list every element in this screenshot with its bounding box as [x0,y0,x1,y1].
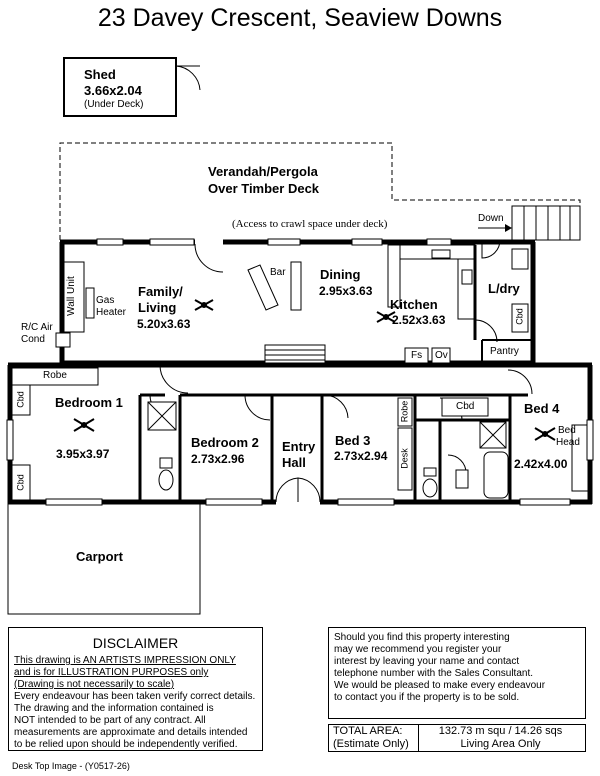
total-area-value-2: Living Area Only [460,738,541,750]
bed3-robe-label: Robe [399,400,410,423]
total-area-box [328,724,586,752]
bed4-dims: 2.42x4.00 [514,457,568,471]
bedroom1-cbd-bottom: Cbd [15,474,26,491]
bath-cbd-label: Cbd [456,401,475,412]
ceiling-fan-bedroom1 [74,419,94,431]
bedroom2-name: Bedroom 2 [191,435,259,450]
ldry-cbd-label: Cbd [514,308,525,325]
footer-reference: Desk Top Image - (Y0517-26) [12,761,130,771]
fs-label: Fs [411,350,423,361]
family-label-1: Family/ [138,284,183,299]
desk-label: Desk [399,448,410,469]
kitchen-dims: 2.52x3.63 [392,313,446,327]
family-dims: 5.20x3.63 [137,317,191,331]
bedroom1-cbd-top: Cbd [15,391,26,408]
bar-label: Bar [270,267,286,278]
interest-line-4: telephone number with the Sales Consultant. [334,668,534,679]
total-area-label [329,725,419,751]
bedroom1-name: Bedroom 1 [55,395,123,410]
aircon-label-1: R/C Air [21,322,53,333]
bedroom2-dims: 2.73x2.96 [191,452,245,466]
total-area-value [415,725,586,751]
interest-line-3: interest by leaving your name and contact [334,656,520,667]
bedroom1-robe-label: Robe [43,370,67,381]
shed-note: (Under Deck) [84,99,144,110]
verandah-label-1: Verandah/Pergola [208,164,318,179]
down-label: Down [478,213,504,224]
wall-unit-label: Wall Unit [66,276,77,316]
dining-name: Dining [320,267,361,282]
interest-line-5: We would be pleased to make every endeavour [334,680,546,691]
disclaimer-line-4: Every endeavour has been taken verify correct details. [14,691,256,702]
oven-label: Ov [435,350,448,361]
dining-dims: 2.95x3.63 [319,284,373,298]
shed-dims: 3.66x2.04 [84,83,142,98]
disclaimer-line-2: and is for ILLUSTRATION PURPOSES only [14,667,209,678]
interest-line-1: Should you find this property interesting [334,632,510,643]
entry-label-2: Hall [282,455,306,470]
total-area-label-2: (Estimate Only) [333,738,409,750]
bedhead-label-1: Bed [558,425,576,436]
shed-name: Shed [84,67,116,82]
verandah-label-2: Over Timber Deck [208,181,320,196]
kitchen-name: Kitchen [390,297,438,312]
ceiling-fan-family [195,300,213,310]
family-label-2: Living [138,300,177,315]
pantry-label: Pantry [490,346,519,357]
total-area-value-1: 132.73 m squ / 14.26 sqs [438,725,563,737]
disclaimer-line-3: (Drawing is not necessarily to scale) [14,679,175,690]
ceiling-fan-bed4 [535,428,555,440]
bed4-name: Bed 4 [524,401,560,416]
disclaimer-line-7: measurements are approximate and details intended [14,727,248,738]
bedhead-label-2: Head [556,437,580,448]
entry-label-1: Entry [282,439,316,454]
gas-heater-label-1: Gas [96,295,115,306]
total-area-label-1: TOTAL AREA: [333,725,403,737]
interest-line-6: to contact you if the property is to be sold. [334,692,520,703]
gas-heater-label-2: Heater [96,307,127,318]
aircon-label-2: Cond [21,334,45,345]
bed3-name: Bed 3 [335,433,371,448]
disclaimer-box [8,627,263,751]
interest-line-2: may we recommend you register your [334,644,502,655]
disclaimer-line-5: The drawing and the information contained is [14,703,214,714]
bedroom1-dims: 3.95x3.97 [56,447,110,461]
bed3-dims: 2.73x2.94 [334,449,388,463]
disclaimer-line-8: to be relied upon should be independently verified. [14,739,238,750]
laundry-name: L/dry [488,281,520,296]
disclaimer-heading: DISCLAIMER [92,635,179,651]
property-title: 23 Davey Crescent, Seaview Downs [97,4,503,32]
disclaimer-line-1: This drawing is AN ARTISTS IMPRESSION ONLY [14,655,236,666]
carport-name: Carport [76,549,123,564]
crawl-space-note: (Access to crawl space under deck) [232,218,388,230]
interest-box [328,627,586,719]
disclaimer-line-6: NOT intended to be part of any contract. All [14,715,206,726]
